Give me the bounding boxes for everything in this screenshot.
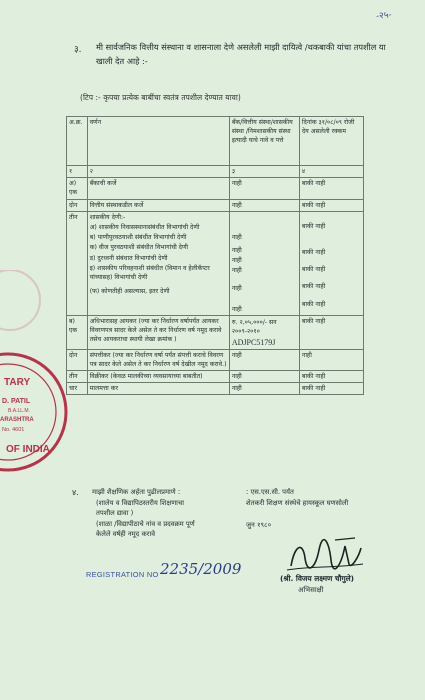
row-number: अ) एक [67, 178, 88, 199]
signatory-role: अभिसाक्षी [298, 586, 324, 594]
stamp-line-4: ARASHTRA [0, 417, 34, 423]
section-heading: मी सार्वजनिक वित्तीय संस्थाना व शासनाला देणे असलेली माझी दायित्वे /थकबाकी यांचा तपशील या खाली देत आहे :- [96, 42, 386, 66]
education-question-line: माझी शैक्षणिक अर्हता पुढीलप्रमाणे : [92, 488, 181, 496]
source-item: नाही [231, 305, 242, 313]
pan-number: ADJPC5179J [231, 338, 276, 348]
section-note: (टिप :- कृपया प्रत्येक बाबींचा स्वतंत्र तपशील देण्यात यावा) [80, 93, 241, 102]
source-item: नाही [231, 257, 242, 265]
source-item: नाही [231, 267, 242, 275]
row-source: नाही [229, 178, 299, 199]
row-source [229, 316, 299, 350]
registration-label: REGISTRATION NO [86, 570, 159, 579]
row-description [87, 211, 229, 315]
income-tax-amount: रु. २,०५,०००/- सन २००९-२०१० [231, 319, 277, 336]
table-row [67, 316, 364, 350]
education-question-line: तपशील द्यावा ) [96, 509, 134, 517]
row-amount: बाकी नाही [299, 178, 363, 199]
table-index-row [67, 166, 364, 178]
row-amount [299, 211, 363, 315]
table-header-row [67, 117, 364, 166]
stamp-line-6: OF INDIA [6, 444, 50, 455]
row-description: संपत्तीकर (ज्या कर निर्धारण वर्षा पर्यंत संपत्ती कराचे विवरण पत्र सादर केले असेल ते कर निर्धारण वर्ष देखील नमूद करावे.) [87, 349, 229, 370]
govt-due-item: ड) दुरध्वनी संबंधात विभागांची देणी [89, 254, 168, 262]
govt-dues-title: शासकीय देणी:- [89, 213, 126, 221]
row-source: नाही [229, 349, 299, 370]
header-amount: दिनांक ३१/०८/०९ रोजी देय असलेली रक्कम [299, 117, 363, 166]
row-number: चार [67, 383, 88, 395]
row-amount: नाही [299, 349, 363, 370]
table-row [67, 211, 364, 315]
index-cell: ३ [229, 166, 299, 178]
amount-item: बाकी नाही [301, 222, 326, 230]
education-question-line: (शालेय व विद्यापिठस्तरीय शिक्षणाचा [96, 498, 185, 507]
row-source: नाही [229, 383, 299, 395]
row-number: दोन [67, 349, 88, 370]
amount-item: बाकी नाही [301, 249, 326, 257]
education-question-line: केलेले वर्षही नमूद करावे [96, 530, 155, 538]
source-item: नाही [231, 233, 242, 241]
table-row [67, 178, 364, 199]
stamp-line-3: B.A.LL.M. [8, 408, 30, 414]
signatory-name: (श्री. विजय लक्ष्मण चौगुले) [280, 574, 355, 583]
notary-stamp [0, 300, 70, 530]
govt-due-item: (फ) कोणतीही असल्यास, इतर देणी [89, 288, 170, 296]
education-question [92, 487, 232, 540]
header-institution: बँक/वित्तीय संस्था/शासकीय संस्था /निमशासकीय संस्था इत्यादी याचे नावे व पत्ते [229, 117, 299, 166]
page-number: -२५- [375, 10, 393, 22]
education-answer-line: : एस.एस.सी. पर्यंत [246, 488, 294, 496]
stamp-line-1: TARY [4, 377, 31, 388]
row-description: विक्रीकर (केवळ मालकीच्या व्यवसायाच्या बाबतीत) [87, 371, 229, 383]
section-number: ३. [74, 45, 82, 55]
index-cell: २ [87, 166, 229, 178]
education-answer [246, 487, 376, 531]
row-number: तीन [67, 211, 88, 315]
registration-number: 2235/2009 [160, 560, 242, 578]
govt-due-item: अ) शासकीय निवासस्थानासंबंधीत विभागांची देणी [89, 224, 200, 232]
index-cell: १ [67, 166, 88, 178]
govt-due-item: इ) शासकीय परिवहनाशी संबंधीत (विमान व हेलीकॅप्टर यांच्यासह) विभागांची देणी [89, 264, 210, 282]
source-item: नाही [231, 247, 242, 255]
signature [285, 536, 365, 576]
row-amount: बाकी नाही [299, 316, 363, 350]
liabilities-table [66, 116, 364, 395]
amount-item: बाकी नाही [301, 300, 326, 308]
table-row [67, 349, 364, 370]
row-amount: बाकी नाही [299, 383, 363, 395]
row-number: तीन [67, 371, 88, 383]
item4-number: ४. [72, 488, 79, 497]
source-item: नाही [231, 284, 242, 292]
row-number: दोन [67, 199, 88, 211]
govt-due-item: क) वीज पुरवठयाशी संबंधीत विभागांची देणी [89, 244, 189, 252]
header-serial: अ.क्र. [67, 117, 88, 166]
row-source [229, 211, 299, 315]
education-question-line: (शाळा /विद्यापीठाचे नांव व प्रदवक्रम पूर्ण [96, 519, 195, 528]
row-source: नाही [229, 371, 299, 383]
row-description: मालमत्ता कर [87, 383, 229, 395]
amount-item: बाकी नाही [301, 283, 326, 291]
row-amount: बाकी नाही [299, 199, 363, 211]
table-row [67, 199, 364, 211]
table-row [67, 371, 364, 383]
row-description: अधिभारासह आयकर (ज्या कर निर्धारण वर्षापर्यंत आयकर विवरणपत्र सादर केले असेल ते कर निर्धारण वर्ष नमूद करावे तसेच आयकराचा स्थायी लेखा क्रमांक ) [87, 316, 229, 350]
row-amount: बाकी नाही [299, 371, 363, 383]
index-cell: ४ [299, 166, 363, 178]
row-description: बँकाची कर्जे [87, 178, 229, 199]
amount-item: बाकी नाही [301, 266, 326, 274]
header-description: वर्णन [87, 117, 229, 166]
table-row [67, 383, 364, 395]
education-answer-line: शेतकरी शिक्षण संस्थेचे हायस्कूल घणसोली [246, 498, 349, 507]
row-source: नाही [229, 199, 299, 211]
stamp-line-5: No. 4601 [2, 427, 25, 433]
row-description: वित्तीय संस्थाकडील कर्जे [87, 199, 229, 211]
govt-due-item: ब) पाणीपुरवठयाशी संबंधीत विभागांची देणी [89, 234, 187, 242]
education-answer-line: जुन १९८० [246, 521, 272, 529]
stamp-line-2: D. PATIL [2, 398, 31, 405]
row-number: ब) एक [67, 316, 88, 350]
